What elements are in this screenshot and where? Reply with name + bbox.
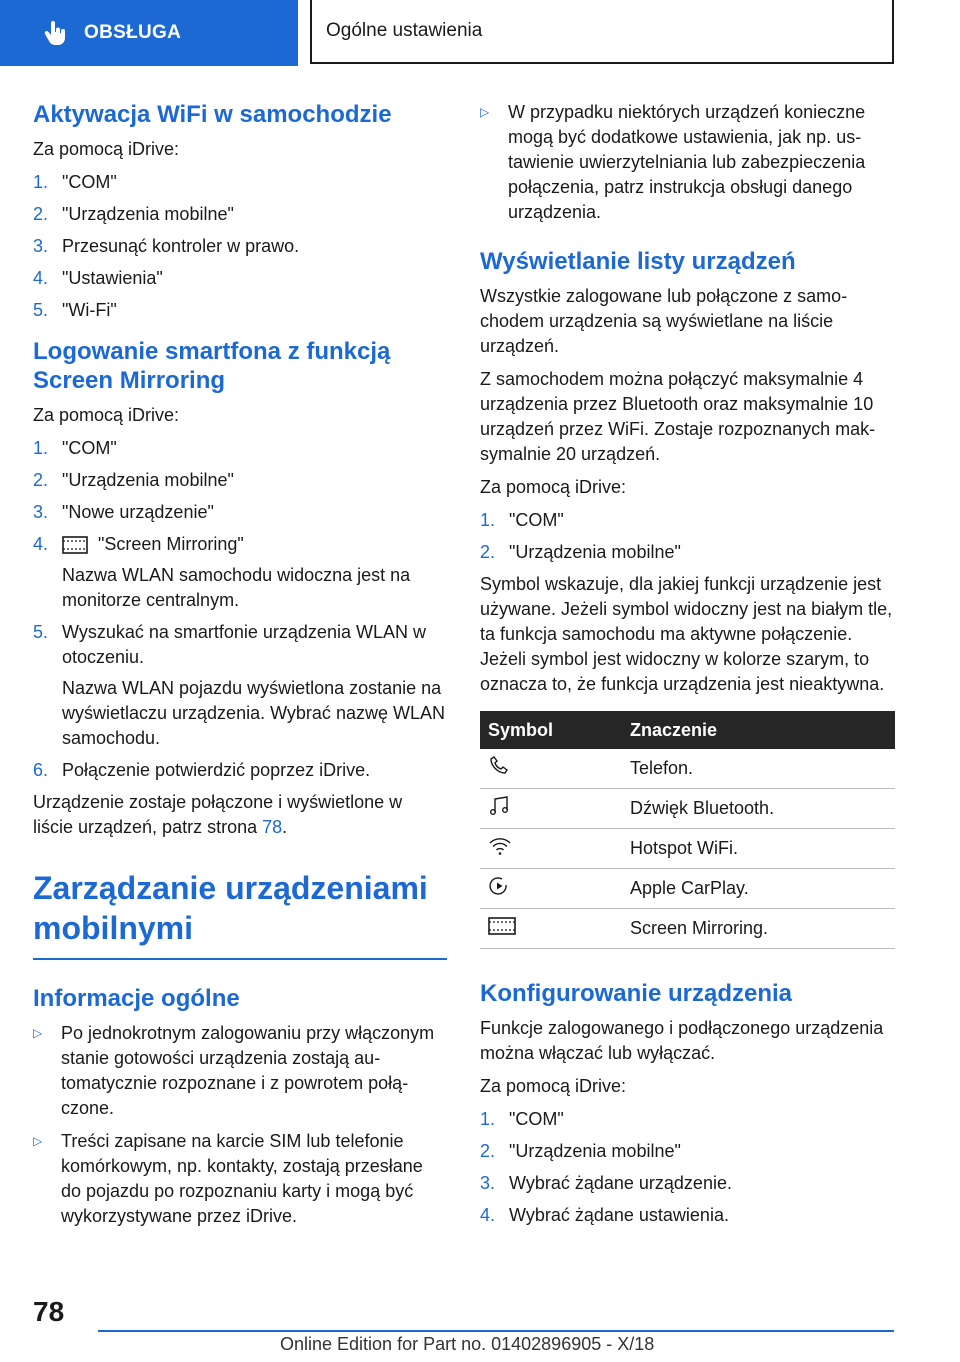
list-item (33, 620, 447, 751)
table-cell-meaning: Dźwięk Bluetooth. (622, 789, 895, 829)
chapter-heading: Zarządzanie urządzeniami mobilnymi (33, 870, 428, 946)
step-body (62, 532, 447, 613)
step-number: 3. (33, 236, 49, 256)
bullet-text: W przypadku niektórych urządzeń konieczne mogą być dodatkowe ustawienia, jak np. ustawienie uwierzytelniania lub zabezpieczenia połączenia, patrz instrukcja obsługi danego urządzenia. (508, 102, 866, 222)
step-text: "Screen Mirroring" (98, 534, 244, 554)
table-cell-meaning: Hotspot WiFi. (622, 829, 895, 869)
list-heading: Wyświetlanie listy urządzeń (480, 248, 796, 275)
mirror-steps (33, 436, 447, 783)
step-line (62, 532, 447, 557)
list-item (33, 170, 447, 195)
step-note: Nazwa WLAN pojazdu wyświetlona zostanie na wyświetlaczu urządzenia. Wybrać nazwę WLAN samochodu. (62, 678, 445, 748)
list-paragraph-1: Wszystkie zalogowane lub połączone z samochodem urządzenia są wyświetlane na liście urządzeń. (480, 286, 848, 356)
screen-mirroring-icon (488, 915, 516, 937)
table-row (480, 749, 895, 789)
hand-pointer-icon (42, 20, 68, 46)
list-paragraph-2: Z samochodem można połączyć maksymalnie 4 urządzenia przez Bluetooth oraz maksymalnie 10 urządzeń przez WiFi. Zostaje rozpoznanych maksymalnie 20 urządzeń. (480, 369, 876, 464)
section-tab[interactable] (0, 0, 298, 66)
table-cell-meaning: Apple CarPlay. (622, 869, 895, 909)
page-number: 78 (33, 1296, 65, 1327)
step-number: 1. (33, 172, 49, 192)
step-body (62, 620, 447, 751)
step-number: 3. (33, 502, 49, 522)
step-text: Przesunąć kontroler w prawo. (62, 236, 300, 256)
phone-icon (488, 755, 510, 777)
step-number: 2. (33, 470, 49, 490)
list-intro: Za pomocą iDrive: (480, 477, 627, 497)
list-steps (480, 508, 895, 565)
step-text: "Urządzenia mobilne" (62, 470, 234, 490)
list-item (480, 1139, 895, 1164)
list-item (33, 298, 447, 323)
mirror-heading: Logowanie smartfona z funkcją Screen Mirroring (33, 338, 391, 394)
section-title-box (310, 0, 894, 64)
table-row (480, 869, 895, 909)
config-paragraph: Funkcje zalogowanego i podłączonego urządzenia można włączać lub wyłączać. (480, 1018, 884, 1063)
table-row (480, 829, 895, 869)
step-text: "COM" (509, 510, 564, 530)
list-item (480, 540, 895, 565)
step-text: "COM" (62, 438, 117, 458)
right-column (480, 100, 895, 1235)
step-number: 1. (33, 438, 49, 458)
table-cell-symbol (480, 909, 622, 949)
bullet-text: Po jednokrotnym zalogowaniu przy włączonym stanie gotowości urządzenia zostają automatycznie rozpoznane i z powrotem połączone. (61, 1023, 435, 1118)
step-number: 2. (33, 204, 49, 224)
step-note: Nazwa WLAN samochodu widoczna jest na monitorze centralnym. (62, 565, 411, 610)
footer-rule (98, 1330, 894, 1332)
step-number: 2. (480, 542, 496, 562)
triangle-bullet-icon: ▷ (33, 1134, 43, 1148)
step-text: "Nowe urządzenie" (62, 502, 214, 522)
step-number: 1. (480, 1109, 496, 1129)
triangle-bullet-icon: ▷ (33, 1026, 43, 1040)
step-text: "Ustawienia" (62, 268, 163, 288)
bullet-text: Treści zapisane na karcie SIM lub telefonie komórkowym, np. kontakty, zostają przesłane do pojazdu po rozpoznaniu karty i mogą być wykorzystywane przez iDrive. (61, 1131, 423, 1226)
config-heading: Konfigurowanie urządzenia (480, 980, 793, 1007)
step-number: 6. (33, 760, 49, 780)
step-text: Połączenie potwierdzić poprzez iDrive. (62, 760, 371, 780)
mirror-result (33, 790, 447, 840)
step-number: 4. (33, 268, 49, 288)
step-text: "COM" (62, 172, 117, 192)
left-column (33, 100, 447, 1237)
wifi-intro: Za pomocą iDrive: (33, 139, 180, 159)
table-cell-symbol (480, 789, 622, 829)
step-number: 5. (33, 300, 49, 320)
info-bullets (33, 1021, 447, 1229)
wifi-steps (33, 170, 447, 323)
carplay-icon (488, 875, 510, 897)
table-row (480, 789, 895, 829)
mirror-intro: Za pomocą iDrive: (33, 405, 180, 425)
table-cell-symbol (480, 829, 622, 869)
step-number: 5. (33, 622, 49, 642)
list-item (33, 532, 447, 613)
wifi-heading: Aktywacja WiFi w samochodzie (33, 101, 392, 128)
list-item (33, 436, 447, 461)
config-steps (480, 1107, 895, 1228)
list-item (480, 1171, 895, 1196)
wifi-icon (488, 835, 512, 857)
music-note-icon (488, 795, 510, 817)
step-number: 4. (33, 534, 49, 554)
table-cell-meaning: Screen Mirroring. (622, 909, 895, 949)
list-item (33, 234, 447, 259)
list-item (33, 758, 447, 783)
table-cell-symbol (480, 749, 622, 789)
page-header (0, 0, 960, 66)
screen-mirroring-icon (62, 535, 88, 555)
footer-edition: Online Edition for Part no. 01402896905 - X/18 (280, 1334, 655, 1354)
mirror-result-end: . (282, 817, 288, 837)
step-number: 3. (480, 1173, 496, 1193)
symbol-table (480, 711, 895, 949)
list-item (33, 1129, 447, 1229)
column-header-meaning: Znaczenie (622, 711, 895, 749)
list-item (33, 202, 447, 227)
page-link[interactable]: 78 (262, 817, 283, 837)
step-text: "Urządzenia mobilne" (62, 204, 234, 224)
step-text: "Wi-Fi" (62, 300, 117, 320)
step-text: "COM" (509, 1109, 564, 1129)
list-item (33, 266, 447, 291)
info-heading: Informacje ogólne (33, 985, 240, 1012)
section-title: Ogólne ustawienia (326, 20, 483, 41)
list-item (33, 500, 447, 525)
table-cell-meaning: Telefon. (622, 749, 895, 789)
section-tab-label: OBSŁUGA (84, 22, 182, 43)
mirror-result-text: Urządzenie zostaje połączone i wyświetlone w liście urządzeń, patrz strona (33, 792, 403, 837)
list-item (33, 1021, 447, 1121)
config-intro: Za pomocą iDrive: (480, 1076, 627, 1096)
list-item (33, 468, 447, 493)
column-header-symbol: Symbol (480, 711, 622, 749)
step-text: "Urządzenia mobilne" (509, 1141, 681, 1161)
step-text: Wybrać żądane ustawienia. (509, 1205, 729, 1225)
top-bullets (480, 100, 895, 225)
chapter-rule (33, 958, 447, 960)
table-header-row (480, 711, 895, 749)
step-text: Wybrać żądane urządzenie. (509, 1173, 732, 1193)
step-text: "Urządzenia mobilne" (509, 542, 681, 562)
table-cell-symbol (480, 869, 622, 909)
list-item (480, 508, 895, 533)
triangle-bullet-icon: ▷ (480, 105, 490, 119)
list-item (480, 1203, 895, 1228)
list-item (480, 1107, 895, 1132)
list-item (480, 100, 895, 225)
list-paragraph-3: Symbol wskazuje, dla jakiej funkcji urządzenie jest używane. Jeżeli symbol widoczny jest na białym tle, ta funkcja samochodu ma aktywne połączenie. Jeżeli symbol jest widoczny w kolorze szarym, to oznacza to, że funkcja urządzenia jest nieaktywna. (480, 574, 893, 694)
step-number: 4. (480, 1205, 496, 1225)
step-text: Wyszukać na smartfonie urządzenia WLAN w otoczeniu. (62, 622, 426, 667)
table-row (480, 909, 895, 949)
step-number: 1. (480, 510, 496, 530)
step-number: 2. (480, 1141, 496, 1161)
